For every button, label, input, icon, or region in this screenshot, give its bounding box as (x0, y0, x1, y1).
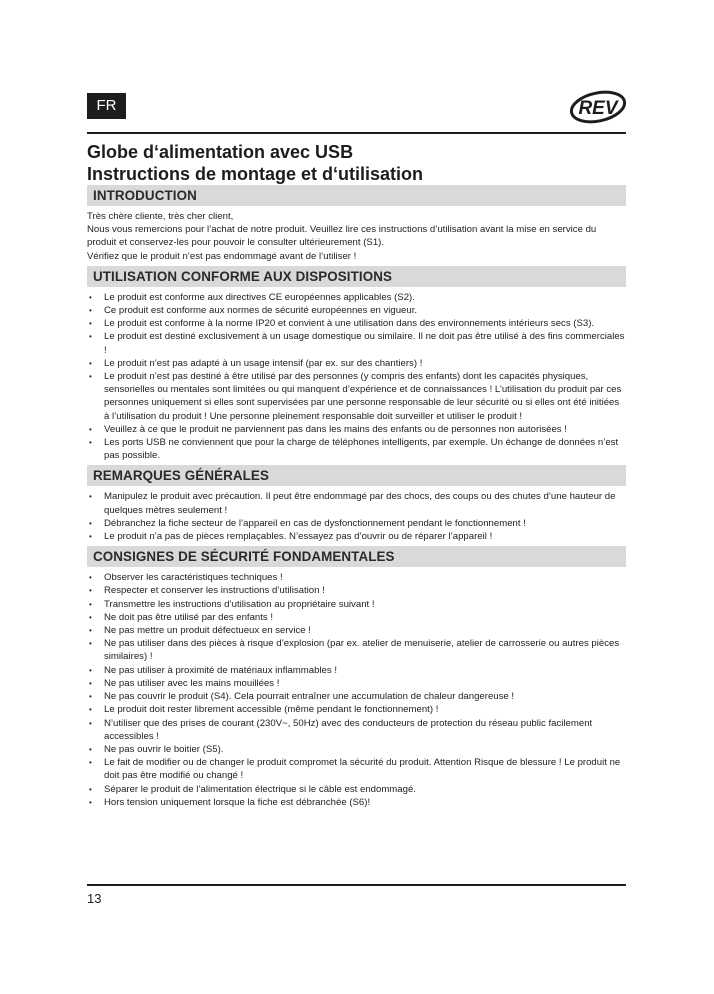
list-item: • Manipulez le produit avec précaution. Il peut être endommagé par des chocs, des coups ou des chutes d’une hauteur de quelques mètres seulement ! (87, 490, 626, 516)
list-item: • Veuillez à ce que le produit ne parviennent pas dans les mains des enfants ou de personnes non autorisées ! (87, 423, 626, 436)
list-item: • Le produit est destiné exclusivement à un usage domestique ou similaire. Il ne doit pas être utilisé à des fins commerciales ! (87, 330, 626, 356)
list-item: • Ne pas mettre un produit défectueux en service ! (87, 624, 626, 637)
introduction-line: Très chère cliente, très cher client, (87, 211, 234, 222)
remarques-list (87, 486, 626, 546)
list-item: • Le produit est conforme aux directives CE européennes applicables (S2). (87, 291, 626, 304)
list-item: • Transmettre les instructions d’utilisation au propriétaire suivant ! (87, 598, 626, 611)
list-item: • Respecter et conserver les instructions d’utilisation ! (87, 584, 626, 597)
section-heading-consignes: CONSIGNES DE SÉCURITÉ FONDAMENTALES (87, 546, 626, 567)
list-item: • Ne doit pas être utilisé par des enfants ! (87, 611, 626, 624)
list-item: • Ne pas couvrir le produit (S4). Cela pourrait entraîner une accumulation de chaleur dangereuse ! (87, 690, 626, 703)
list-item: • Le produit n’est pas destiné à être utilisé par des personnes (y compris des enfants) dont les capacités physiques, sensorielles ou mentales sont limitées ou qui manquent d’expérience et de connaissances ! L’utilisation du produit par ces personnes uniquement si elles sont supervisées par une personne responsable de leur sécurité ou si elles ont été initiées à l’utilisation du produit ! Une personne pleinement responsable doit surveiller et utiliser le produit ! (87, 370, 626, 423)
language-badge: FR (87, 93, 126, 119)
list-item: • Ce produit est conforme aux normes de sécurité européennes en vigueur. (87, 304, 626, 317)
list-item: • Observer les caractéristiques techniques ! (87, 571, 626, 584)
consignes-list (87, 567, 626, 812)
list-item: • Les ports USB ne conviennent que pour la charge de téléphones intelligents, par exemple. Un échange de données n’est pas possible. (87, 436, 626, 462)
section-heading-utilisation: UTILISATION CONFORME AUX DISPOSITIONS (87, 266, 626, 287)
list-item: • Débranchez la fiche secteur de l’appareil en cas de dysfonctionnement pendant le fonctionnement ! (87, 517, 626, 530)
list-item: • Le produit n’est pas adapté à un usage intensif (par ex. sur des chantiers) ! (87, 357, 626, 370)
svg-text:REV: REV (578, 98, 618, 119)
page-number: 13 (87, 891, 102, 906)
title-line-1: Globe d‘alimentation avec USB (87, 142, 354, 162)
utilisation-list (87, 287, 626, 466)
list-item: • N’utiliser que des prises de courant (230V~, 50Hz) avec des conducteurs de protection du réseau public facilement accessibles ! (87, 717, 626, 743)
list-item: • Ne pas utiliser dans des pièces à risque d’explosion (par ex. atelier de menuiserie, atelier de carrosserie ou autres pièces similaires) ! (87, 637, 626, 663)
list-item: • Le fait de modifier ou de changer le produit compromet la sécurité du produit. Attention Risque de blessure ! Le produit ne doit pas être modifié ou changé ! (87, 756, 626, 782)
introduction-text (87, 206, 626, 266)
header-divider (87, 132, 626, 134)
title-line-2: Instructions de montage et d‘utilisation (87, 164, 424, 184)
list-item: • Le produit doit rester librement accessible (même pendant le fonctionnement) ! (87, 703, 626, 716)
list-item: • Ne pas utiliser avec les mains mouillées ! (87, 677, 626, 690)
rev-logo (569, 86, 627, 126)
section-heading-remarques: REMARQUES GÉNÉRALES (87, 465, 626, 486)
footer-divider (87, 884, 626, 886)
list-item: • Hors tension uniquement lorsque la fiche est débranchée (S6)! (87, 796, 626, 809)
document-body (87, 185, 626, 812)
list-item: • Séparer le produit de l’alimentation électrique si le câble est endommagé. (87, 783, 626, 796)
list-item: • Le produit n’a pas de pièces remplaçables. N’essayez pas d’ouvrir ou de réparer l’appareil ! (87, 530, 626, 543)
list-item: • Ne pas utiliser à proximité de matériaux inflammables ! (87, 664, 626, 677)
section-heading-introduction: INTRODUCTION (87, 185, 626, 206)
introduction-line: Nous vous remercions pour l’achat de notre produit. Veuillez lire ces instructions d’utilisation avant la mise en service du produit et conservez-les pour pouvoir le consulter ultérieurement (S1). (87, 224, 597, 249)
document-title (87, 141, 626, 185)
list-item: • Le produit est conforme à la norme IP20 et convient à une utilisation dans des environnements intérieurs secs (S3). (87, 317, 626, 330)
list-item: • Ne pas ouvrir le boitier (S5). (87, 743, 626, 756)
introduction-line: Vérifiez que le produit n‘est pas endommagé avant de l‘utiliser ! (87, 250, 357, 262)
